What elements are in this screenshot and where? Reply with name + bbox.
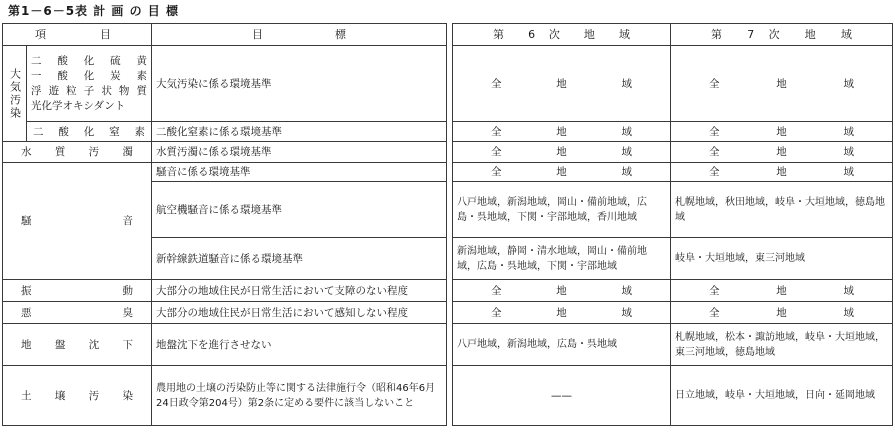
table-row	[3, 280, 893, 302]
air-target: 大気汚染に係る環境基準	[152, 46, 447, 122]
subsidence-label: 地 盤 沈 下	[3, 324, 152, 366]
table-row	[3, 302, 893, 324]
air-substance: 二酸化硫黄	[31, 54, 147, 67]
soil-zone7: 日立地域，岐阜・大垣地域，日向・延岡地域	[671, 366, 893, 426]
noise-label: 騒 音	[3, 163, 152, 280]
no2-target: 二酸化窒素に係る環境基準	[152, 122, 447, 142]
subsidence-target: 地盤沈下を進行させない	[152, 324, 447, 366]
table-row	[3, 324, 893, 366]
subsidence-zone6: 八戸地域，新潟地域，広島・呉地域	[453, 324, 671, 366]
aircraft-noise-zone6: 八戸地域，新潟地域，岡山・備前地域，広島・呉地域，下関・宇部地域，香川地域	[453, 182, 671, 238]
air-category: 大気汚染	[3, 46, 27, 142]
air-zone7: 全 地 域	[671, 46, 893, 122]
table-row	[3, 142, 893, 163]
shinkansen-noise-zone6: 新潟地域，静岡・清水地域，岡山・備前地域，広島・呉地域，下関・宇部地域	[453, 238, 671, 280]
table-row	[3, 46, 893, 122]
vibration-target: 大部分の地域住民が日常生活において支障のない程度	[152, 280, 447, 302]
table-row	[3, 366, 893, 426]
soil-target: 農用地の土壌の汚染防止等に関する法律施行令（昭和46年6月24日政令第204号）第2条に定める要件に該当しないこと	[152, 366, 447, 426]
header-zone6: 第 6 次 地 域	[453, 24, 671, 46]
air-substance: 浮遊粒子状物質	[31, 84, 147, 97]
odor-target: 大部分の地域住民が日常生活において感知しない程度	[152, 302, 447, 324]
noise-zone7: 全 地 域	[671, 163, 893, 182]
vibration-zone6: 全 地 域	[453, 280, 671, 302]
table-row	[3, 163, 893, 182]
water-target: 水質汚濁に係る環境基準	[152, 142, 447, 163]
water-zone7: 全 地 域	[671, 142, 893, 163]
noise-target: 騒音に係る環境基準	[152, 163, 447, 182]
header-row	[3, 24, 893, 46]
shinkansen-noise-zone7: 岐阜・大垣地域，東三河地域	[671, 238, 893, 280]
no2-label: 二酸化窒素	[27, 122, 152, 142]
no2-zone6: 全 地 域	[453, 122, 671, 142]
aircraft-noise-target: 航空機騒音に係る環境基準	[152, 182, 447, 238]
air-substances	[27, 46, 152, 122]
odor-zone6: 全 地 域	[453, 302, 671, 324]
water-label: 水 質 汚 濁	[3, 142, 152, 163]
odor-label: 悪 臭	[3, 302, 152, 324]
soil-zone6: ——	[453, 366, 671, 426]
air-substance: 一酸化炭素	[31, 69, 147, 82]
noise-zone6: 全 地 域	[453, 163, 671, 182]
air-zone6: 全 地 域	[453, 46, 671, 122]
shinkansen-noise-target: 新幹線鉄道騒音に係る環境基準	[152, 238, 447, 280]
subsidence-zone7: 札幌地域，松本・諏訪地域，岐阜・大垣地域，東三河地域，徳島地域	[671, 324, 893, 366]
vibration-label: 振 動	[3, 280, 152, 302]
soil-label: 土 壌 汚 染	[3, 366, 152, 426]
no2-zone7: 全 地 域	[671, 122, 893, 142]
water-zone6: 全 地 域	[453, 142, 671, 163]
odor-zone7: 全 地 域	[671, 302, 893, 324]
vibration-zone7: 全 地 域	[671, 280, 893, 302]
table-row	[3, 122, 893, 142]
plan-goals-table	[2, 23, 893, 426]
header-zone7: 第 7 次 地 域	[671, 24, 893, 46]
air-substance: 光化学オキシダント	[31, 99, 126, 112]
table-caption: 第1－6－5表 計 画 の 目 標	[8, 4, 179, 18]
header-target: 目 標	[152, 24, 447, 46]
header-item: 項 目	[3, 24, 152, 46]
aircraft-noise-zone7: 札幌地域，秋田地域，岐阜・大垣地域，徳島地域	[671, 182, 893, 238]
